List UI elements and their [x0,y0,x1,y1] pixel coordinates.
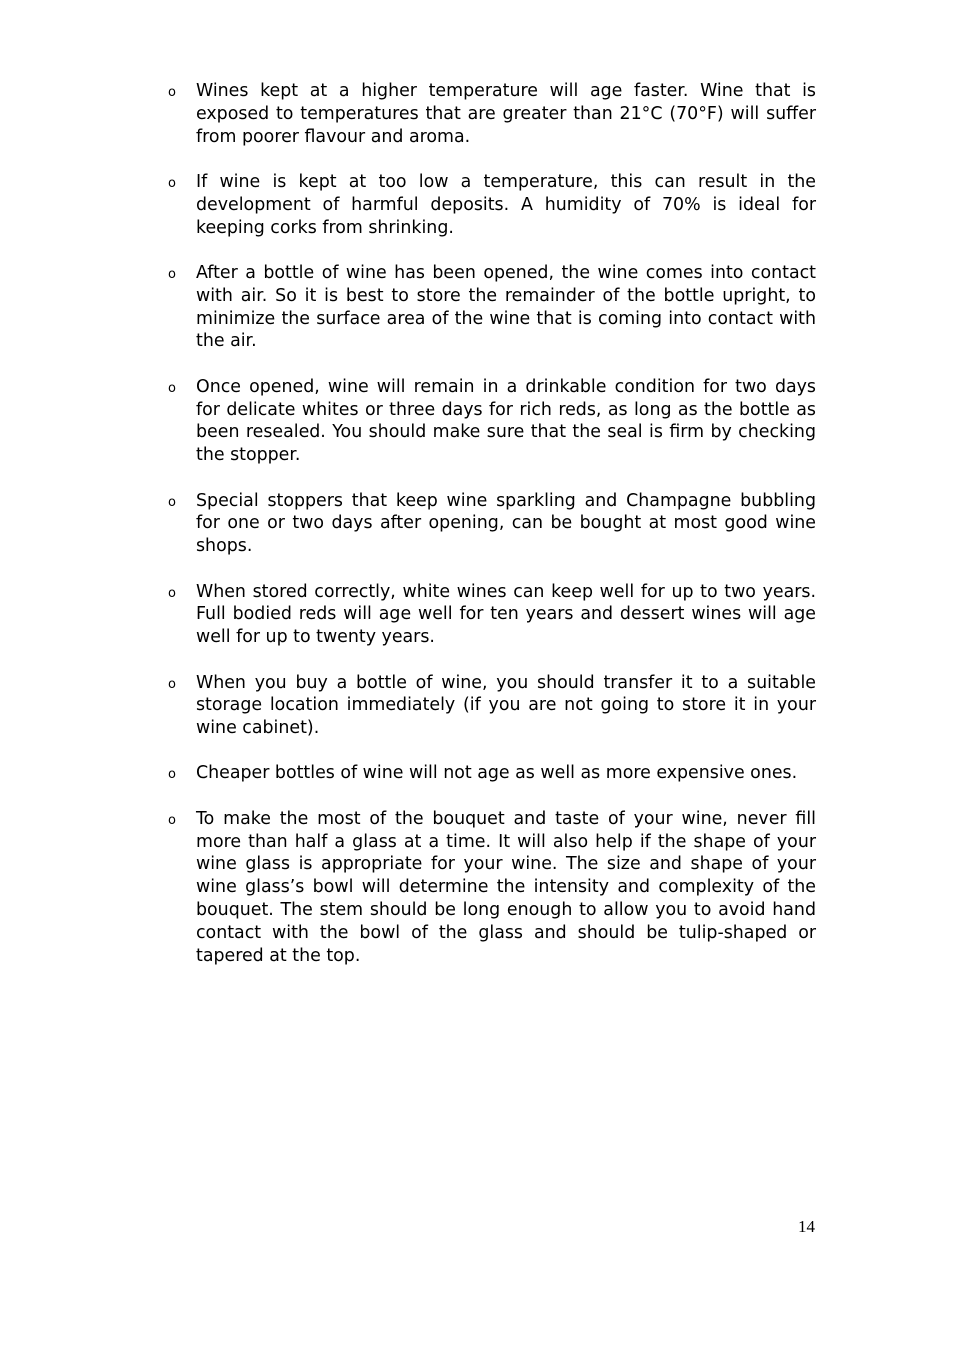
list-item [168,581,816,649]
hollow-circle-bullet-icon: o [168,767,176,783]
list-item-text: When stored correctly, white wines can keep well for up to two years. Full bodied reds will age well for ten years and dessert wines will age well for up to twenty years. [196,581,816,648]
list-item-text: Wines kept at a higher temperature will age faster. Wine that is exposed to temperatures that are greater than 21°C (70°F) will suffer from poorer flavour and aroma. [196,81,816,147]
list-item [168,762,816,785]
hollow-circle-bullet-icon: o [168,494,176,510]
list-item-text: After a bottle of wine has been opened, the wine comes into contact with air. So it is best to store the remainder of the bottle upright, to minimize the surface area of the wine that is coming into contact with the air. [196,262,816,352]
list-item-text: Special stoppers that keep wine sparkling and Champagne bubbling for one or two days after opening, can be bought at most good wine shops. [196,490,816,557]
list-item [168,808,816,968]
list-item-text: Cheaper bottles of wine will not age as well as more expensive ones. [196,763,798,784]
page-number: 14 [798,1217,815,1236]
list-item-text: To make the most of the bouquet and taste of your wine, never fill more than half a glass at a time. It will also help if the shape of your wine glass is appropriate for your wine. The size and shape of your wine glass’s bowl will determine the intensity and complexity of the bouquet. The stem should be long enough to allow you to avoid hand contact with the bowl of the glass and should be tulip-shaped or tapered at the top. [196,808,816,966]
bullet-list [168,80,816,990]
list-item-text: When you buy a bottle of wine, you should transfer it to a suitable storage location immediately (if you are not going to store it in your wine cabinet). [196,672,816,739]
hollow-circle-bullet-icon: o [168,85,176,100]
list-item-text: Once opened, wine will remain in a drinkable condition for two days for delicate whites or three days for rich reds, as long as the bottle as been resealed. You should make sure that the seal is firm by checking the stopper. [196,376,816,466]
list-item-text: If wine is kept at too low a temperature, this can result in the development of harmful deposits. A humidity of 70% is ideal for keeping corks from shrinking. [196,171,816,238]
list-item [168,80,816,148]
list-item [168,672,816,740]
hollow-circle-bullet-icon: o [168,175,176,191]
list-item [168,171,816,239]
list-item [168,490,816,558]
hollow-circle-bullet-icon: o [168,266,176,282]
hollow-circle-bullet-icon: o [168,380,176,396]
list-item [168,262,816,353]
hollow-circle-bullet-icon: o [168,676,176,692]
list-item [168,376,816,467]
hollow-circle-bullet-icon: o [168,812,176,828]
hollow-circle-bullet-icon: o [168,585,176,601]
